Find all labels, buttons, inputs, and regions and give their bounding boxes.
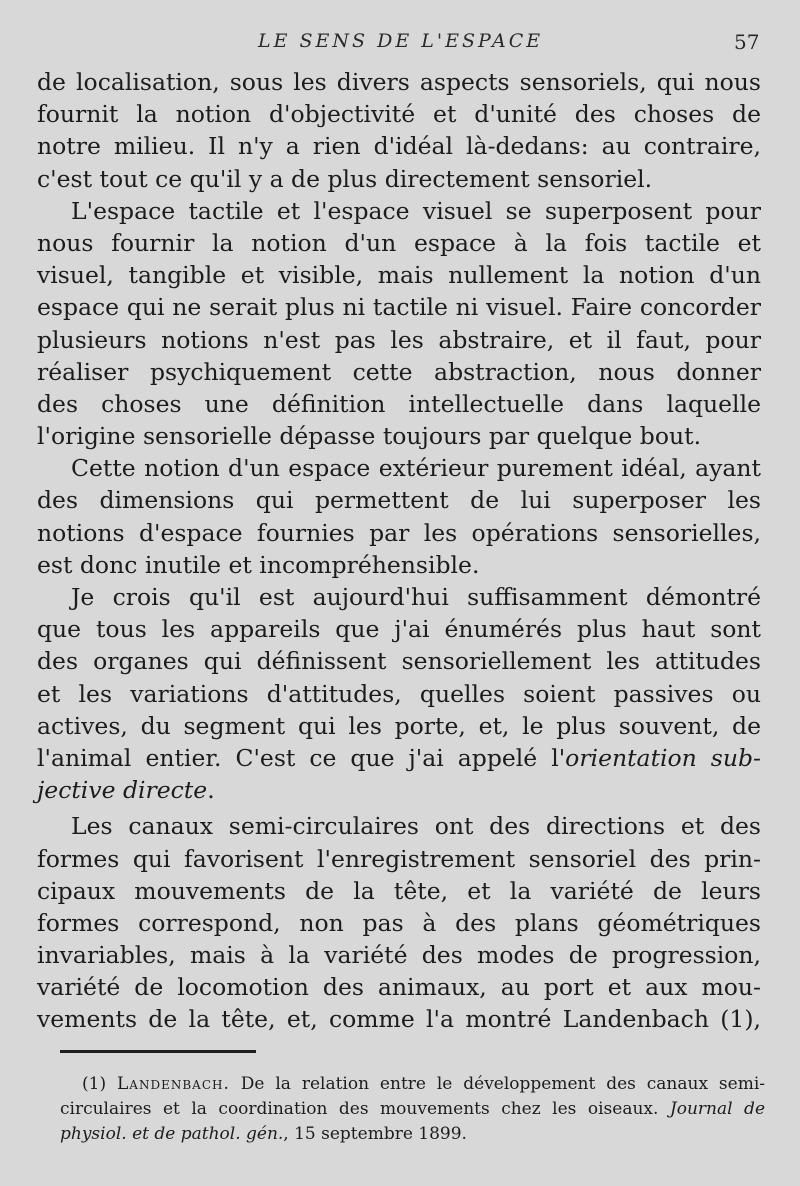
text-line xyxy=(37,774,761,806)
footnote xyxy=(60,1072,765,1147)
footnote-rule xyxy=(60,1050,256,1053)
text-line: vements de la tête, et, comme l'a montré Landenbach (1), xyxy=(37,1005,761,1034)
text-fragment: , 15 septembre 1899. xyxy=(283,1124,467,1144)
running-head xyxy=(0,30,800,60)
text-line: des choses une définition intellectuelle dans laquelle xyxy=(37,389,761,418)
text-line: L'espace tactile et l'espace visuel se superposent pour xyxy=(71,196,761,225)
text-fragment: De la relation entre le développement des canaux semi- xyxy=(240,1074,766,1094)
text-line: et les variations d'attitudes, quelles soient passives ou xyxy=(37,679,761,708)
text-line: espace qui ne serait plus ni tactile ni visuel. Faire concorder xyxy=(37,293,761,322)
running-title: LE SENS DE L'ESPACE xyxy=(258,30,544,52)
journal-title: Journal de xyxy=(669,1099,766,1119)
text-line: fournit la notion d'objectivité et d'unité des choses de xyxy=(37,100,761,129)
text-line: réaliser psychiquement cette abstraction, nous donner xyxy=(37,357,761,386)
italic-term: jective directe xyxy=(37,776,208,805)
text-line: des organes qui définissent sensoriellement les attitudes xyxy=(37,647,761,676)
text-line: c'est tout ce qu'il y a de plus directement sensoriel. xyxy=(37,164,653,193)
text-fragment: . xyxy=(207,776,215,805)
footnote-line xyxy=(60,1072,765,1097)
text-line: Les canaux semi-circulaires ont des directions et des xyxy=(71,812,761,841)
page-number: 57 xyxy=(734,30,760,54)
text-line: variété de locomotion des animaux, au port et aux mou- xyxy=(37,973,761,1002)
text-line: que tous les appareils que j'ai énumérés plus haut sont xyxy=(37,615,761,644)
journal-title: physiol. et de pathol. gén. xyxy=(60,1124,284,1144)
footnote-line xyxy=(60,1097,765,1122)
text-line: actives, du segment qui les porte, et, le plus souvent, de xyxy=(37,711,761,740)
text-line: nous fournir la notion d'un espace à la fois tactile et xyxy=(37,228,761,257)
body-text xyxy=(37,66,761,1036)
text-line: Cette notion d'un espace extérieur purement idéal, ayant xyxy=(71,454,761,483)
footnote-line xyxy=(60,1122,765,1147)
text-line: notions d'espace fournies par les opérations sensorielles, xyxy=(37,518,761,547)
text-line: des dimensions qui permettent de lui superposer les xyxy=(37,486,761,515)
text-line: est donc inutile et incompréhensible. xyxy=(37,550,480,579)
text-line: invariables, mais à la variété des modes de progression, xyxy=(37,941,761,970)
text-line: visuel, tangible et visible, mais nullement la notion d'un xyxy=(37,261,761,290)
footnote-author: Landenbach. xyxy=(117,1074,230,1094)
text-line: l'origine sensorielle dépasse toujours par quelque bout. xyxy=(37,422,702,451)
text-line: formes correspond, non pas à des plans géométriques xyxy=(37,908,761,937)
footnote-marker: (1) xyxy=(82,1074,107,1094)
text-line xyxy=(37,742,761,774)
text-line: plusieurs notions n'est pas les abstraire, et il faut, pour xyxy=(37,325,761,354)
text-line: notre milieu. Il n'y a rien d'idéal là-dedans: au contraire, xyxy=(37,132,761,161)
text-fragment: l'animal entier. C'est ce que j'ai appelé l' xyxy=(37,743,566,772)
text-line: cipaux mouvements de la tête, et la variété de leurs xyxy=(37,876,761,905)
text-fragment: circulaires et la coordination des mouvements chez les oiseaux. xyxy=(60,1099,659,1119)
text-line: Je crois qu'il est aujourd'hui suffisamment démontré xyxy=(71,583,761,611)
text-line: de localisation, sous les divers aspects sensoriels, qui nous xyxy=(37,68,761,96)
italic-term: orientation sub- xyxy=(565,743,761,772)
text-line: formes qui favorisent l'enregistrement sensoriel des prin- xyxy=(37,844,761,873)
